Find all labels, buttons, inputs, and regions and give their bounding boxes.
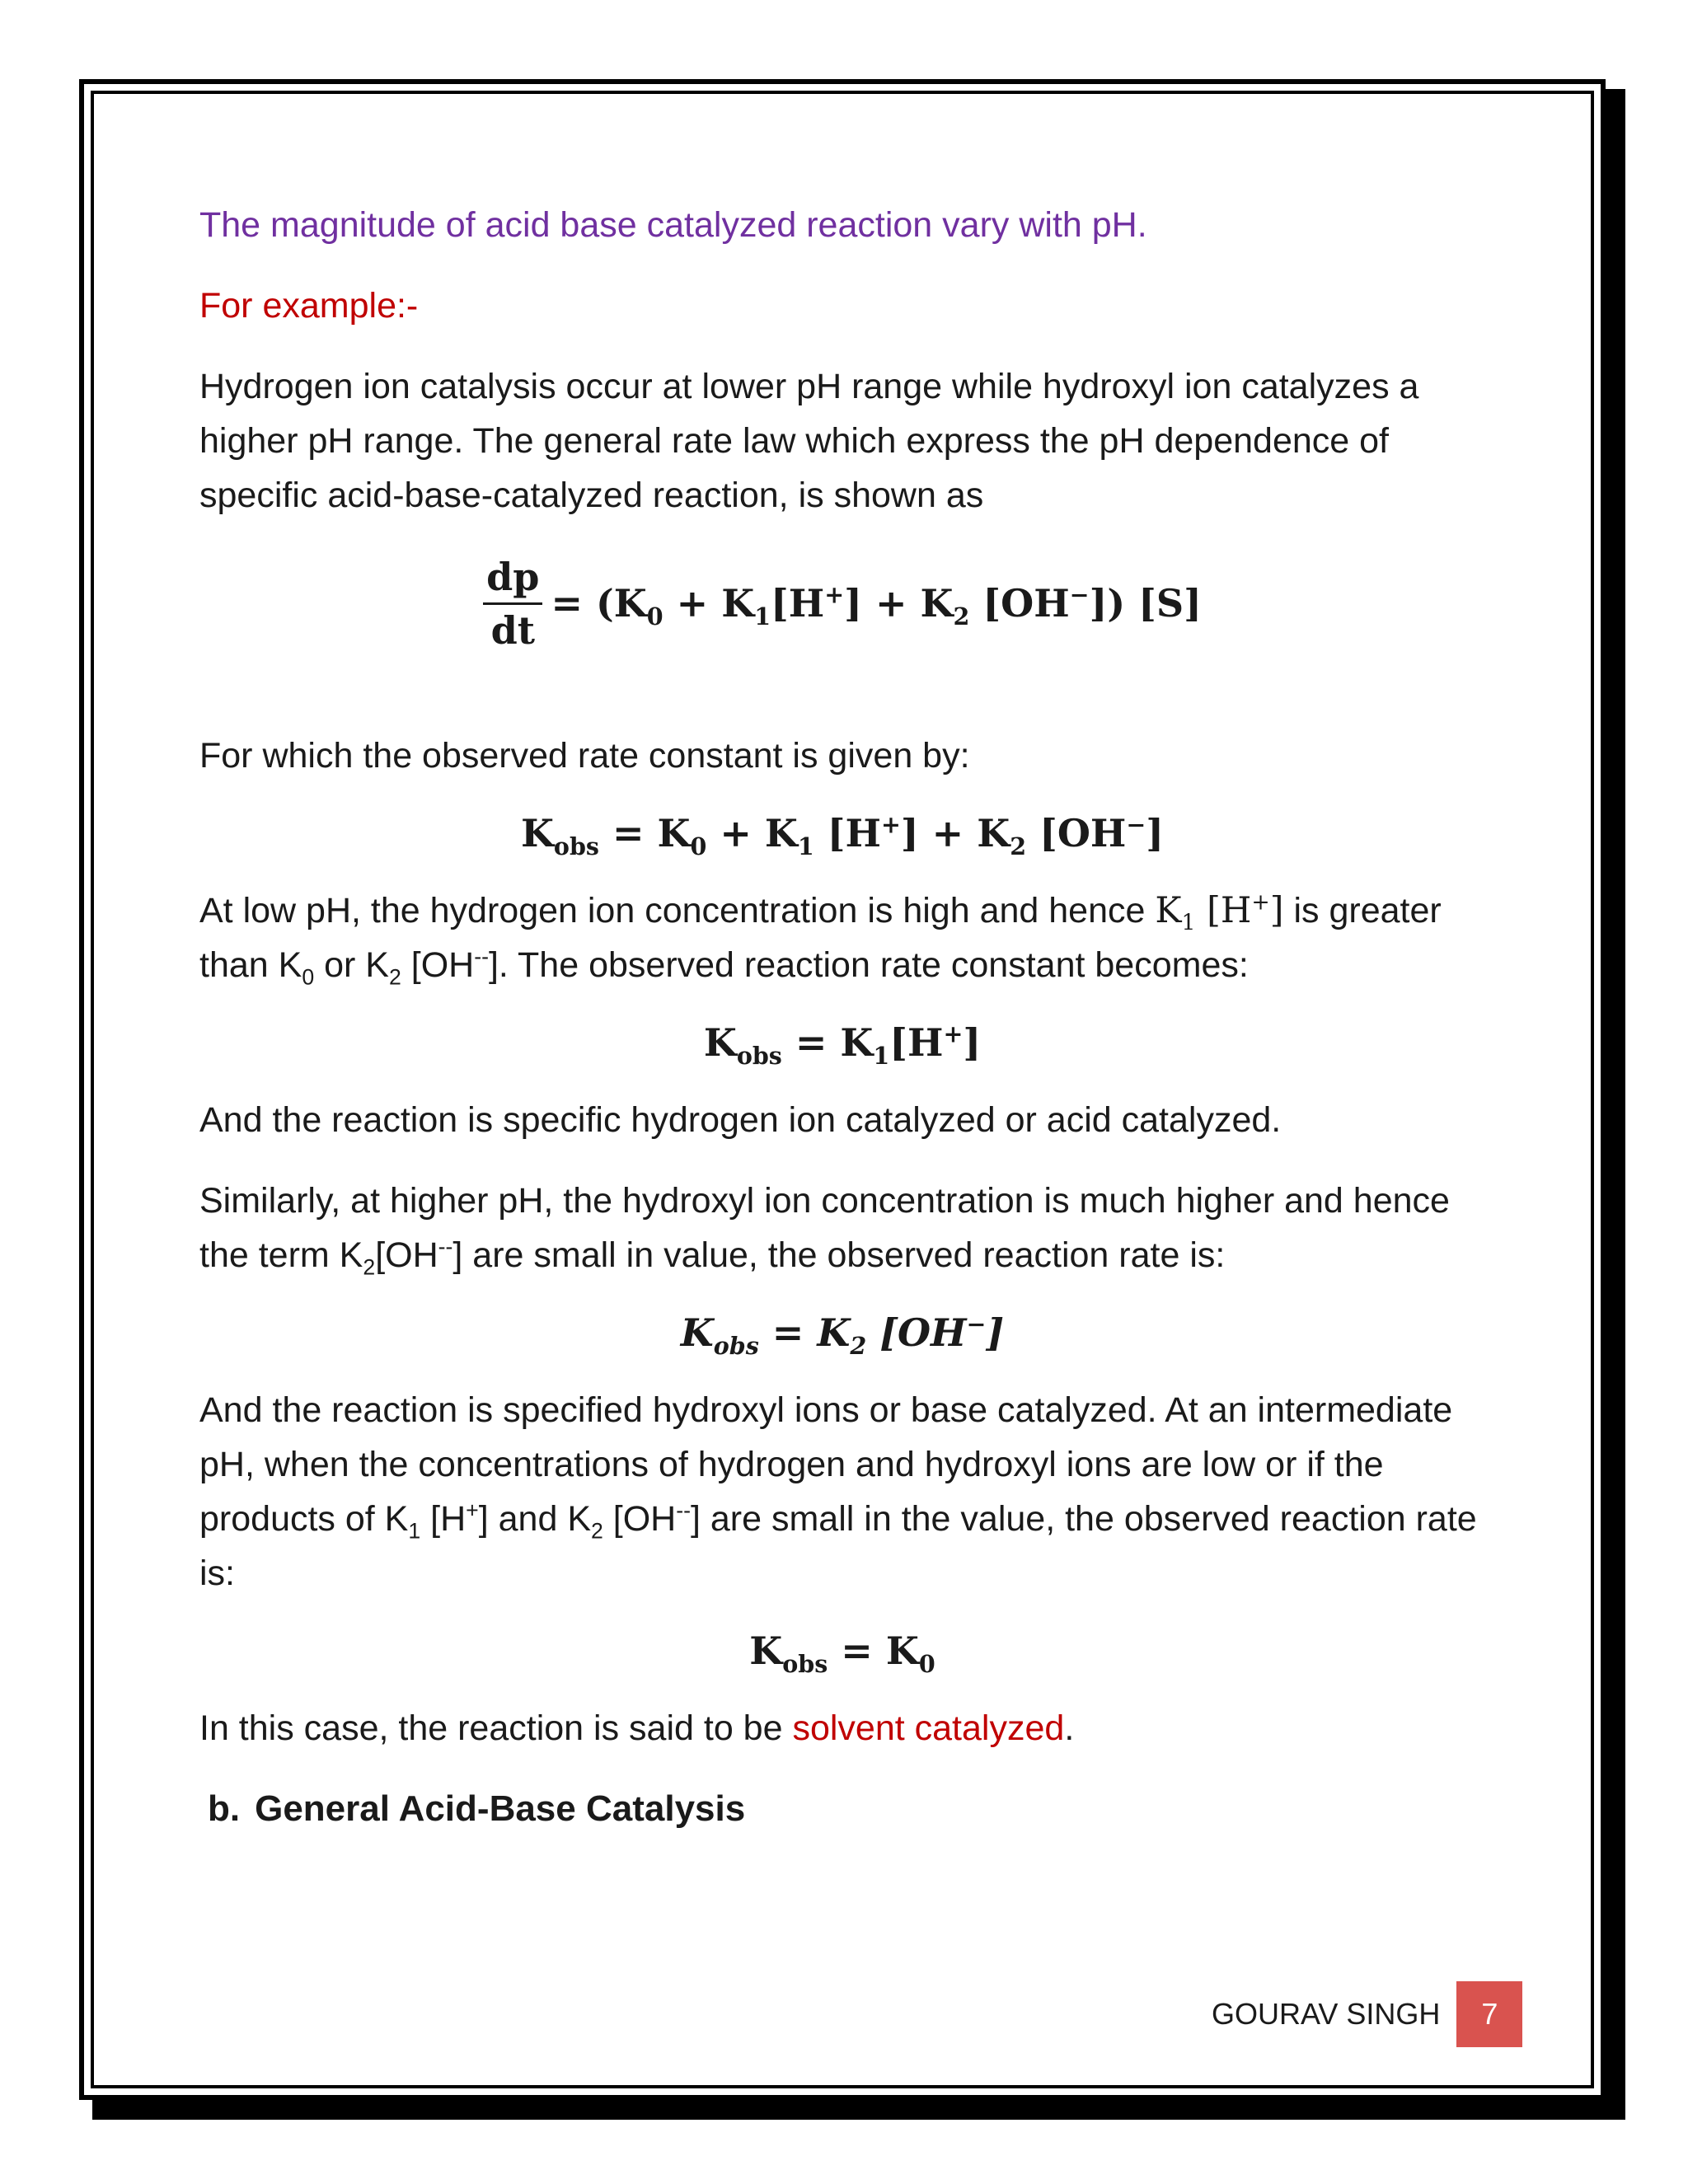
- section-marker: b.: [208, 1788, 241, 1829]
- eq1-term: = ($K_0 + K_1[H^+] + K_2$ [OH−]) [S]: [551, 580, 1202, 631]
- section-heading: [208, 1782, 1485, 1836]
- paragraph-solvent: In this case, the reaction is said to be solvent catalyzed.: [199, 1708, 1075, 1748]
- paragraph-intermediate-ph: And the reaction is specified hydroxyl ions or base catalyzed. At an intermediate pH, when the concentrations of hydrogen and hydroxyl ions are low or if the products of $K_1$ [H+] and $K_2$ [OH--] are small in the value, the observed reaction rate is:: [199, 1390, 1477, 1593]
- fraction-denominator: dt: [490, 607, 536, 653]
- paragraph-high-ph: Similarly, at higher pH, the hydroxyl ion concentration is much higher and hence the term $K_2[OH^{--}]$ are small in value, the observed reaction rate is:: [199, 1181, 1450, 1280]
- page-number-badge: 7: [1456, 1981, 1522, 2047]
- fraction-dp-dt: [483, 551, 542, 656]
- section-title: General Acid-Base Catalysis: [255, 1788, 746, 1829]
- fraction-numerator: dp: [483, 551, 542, 605]
- paragraph-rate-law: Hydrogen ion catalysis occur at lower pH range while hydroxyl ion catalyzes a higher pH range. The general rate law which express the pH dependence of specific acid-base-catalyzed reaction, is shown as: [199, 367, 1419, 515]
- equation-kobs-acid: $K_{obs} = K_1[H^+]$: [703, 1019, 982, 1071]
- equation-rate-law: [199, 546, 1485, 661]
- example-label: For example:-: [199, 286, 419, 326]
- page-content: [199, 198, 1485, 1836]
- paragraph-acid-catalyzed: And the reaction is specific hydrogen ion catalyzed or acid catalyzed.: [199, 1100, 1282, 1140]
- equation-kobs-base: $K_{obs} = K_2$ [OH−]: [680, 1310, 1005, 1361]
- paragraph-low-ph: At low pH, the hydrogen ion concentration is high and hence $K_1$ [H+] is greater than $K_0$ or $K_2$ [OH--]. The observed reaction rate constant becomes:: [199, 889, 1442, 990]
- footer-author: GOURAV SINGH: [1212, 1997, 1441, 2031]
- equation-kobs-full: $K_{obs} = K_0 + K_1$ $[H^+] + K_2$ [OH−]: [520, 810, 1165, 861]
- page-footer: [1212, 1981, 1522, 2047]
- paragraph-observed-constant: For which the observed rate constant is given by:: [199, 736, 970, 776]
- intro-sentence: The magnitude of acid base catalyzed reaction vary with pH.: [199, 205, 1147, 245]
- solvent-catalyzed-term: solvent catalyzed: [792, 1708, 1065, 1748]
- equation-kobs-solvent: $K_{obs} = K_0$: [749, 1629, 935, 1679]
